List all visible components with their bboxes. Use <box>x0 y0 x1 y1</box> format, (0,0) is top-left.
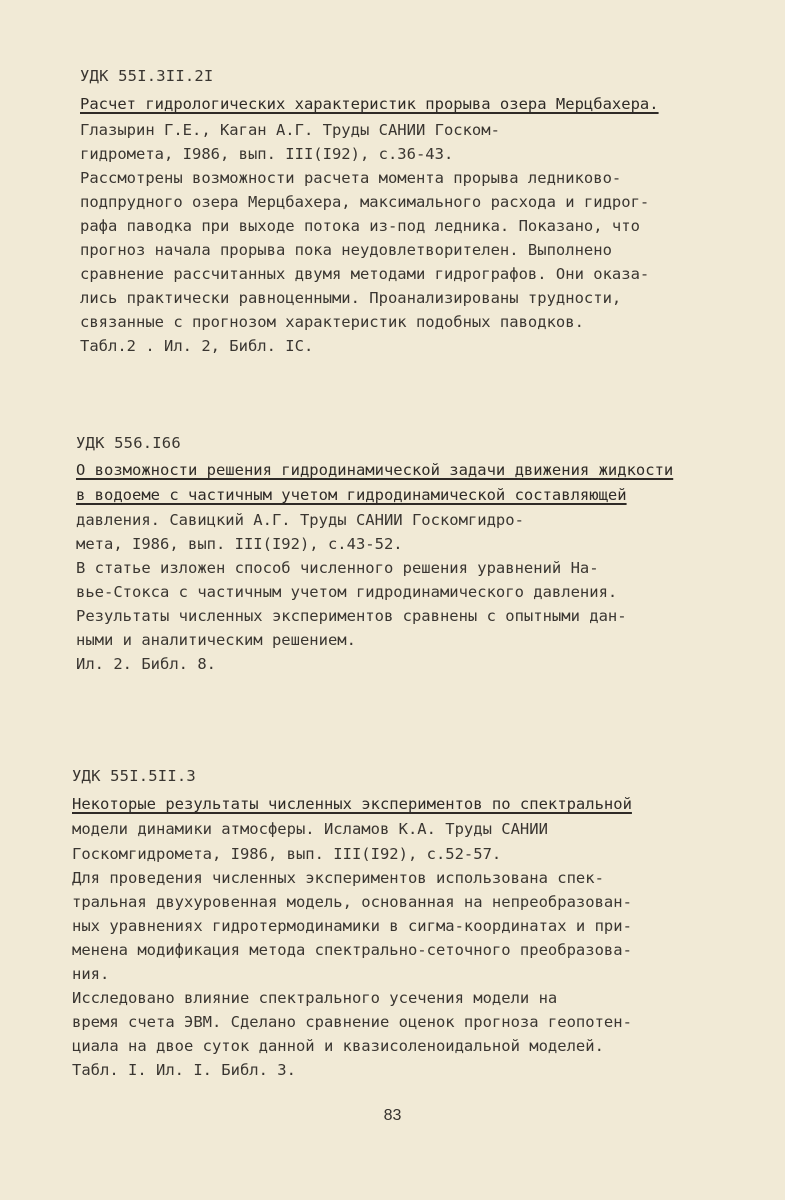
abstract-line: подпрудного озера Мерцбахера, максимального расхода и гидрог- <box>80 193 650 211</box>
figures-tables-line: Ил. 2. Библ. 8. <box>76 655 216 673</box>
udc-code: УДК 55I.5II.3 <box>72 767 196 785</box>
source-line: Госкомгидромета, I986, вып. III(I92), с.52-57. <box>72 845 502 863</box>
abstract-line: время счета ЭВМ. Сделано сравнение оценок прогноза геопотен- <box>72 1013 632 1031</box>
abstract-line: Рассмотрены возможности расчета момента прорыва ледниково- <box>80 169 622 187</box>
abstract-line: сравнение рассчитанных двумя методами гидрографов. Они оказа- <box>80 265 650 283</box>
abstract-line: связанные с прогнозом характеристик подобных паводков. <box>80 313 584 331</box>
abstract-line: лись практически равноценными. Проанализированы трудности, <box>80 289 622 307</box>
figures-tables-line: Табл.2 . Ил. 2, Библ. IС. <box>80 337 314 355</box>
abstract-line: ных уравнениях гидротермодинамики в сигма-координатах и при- <box>72 917 632 935</box>
abstract-line: прогноз начала прорыва пока неудовлетворителен. Выполнено <box>80 241 612 259</box>
source-line: гидромета, I986, вып. III(I92), с.36-43. <box>80 145 454 163</box>
article-title: Некоторые результаты численных экспериментов по спектральной <box>72 795 632 813</box>
udc-code: УДК 55I.3II.2I <box>80 67 214 85</box>
abstract-line: Результаты численных экспериментов сравнены с опытными дан- <box>76 607 627 625</box>
article-title: Расчет гидрологических характеристик прорыва озера Мерцбахера. <box>80 95 659 113</box>
abstract-line: рафа паводка при выходе потока из-под ледника. Показано, что <box>80 217 640 235</box>
article-title: О возможности решения гидродинамической задачи движения жидкости <box>76 461 674 479</box>
abstract-line: В статье изложен способ численного решения уравнений На- <box>76 559 599 577</box>
abstract-line: ния. <box>72 965 110 983</box>
authors-source-line: Глазырин Г.Е., Каган А.Г. Труды САНИИ Госком- <box>80 121 500 139</box>
abstract-line: ными и аналитическим решением. <box>76 631 356 649</box>
authors-source-line: давления. Савицкий А.Г. Труды САНИИ Госкомгидро- <box>76 511 524 529</box>
abstract-line: Исследовано влияние спектрального усечения модели на <box>72 989 558 1007</box>
abstract-line: Для проведения численных экспериментов использована спек- <box>72 869 604 887</box>
udc-code: УДК 556.I66 <box>76 434 181 452</box>
page-number: 83 <box>383 1107 402 1124</box>
abstract-line: вье-Стокса с частичным учетом гидродинамического давления. <box>76 583 618 601</box>
article-title: в водоеме с частичным учетом гидродинамической составляющей <box>76 486 627 504</box>
title-authors-line: модели динамики атмосферы. Исламов К.А. Труды САНИИ <box>72 820 548 838</box>
abstract-line: менена модификация метода спектрально-сеточного преобразова- <box>72 941 632 959</box>
source-line: мета, I986, вып. III(I92), с.43-52. <box>76 535 403 553</box>
figures-tables-line: Табл. I. Ил. I. Библ. 3. <box>72 1061 296 1079</box>
abstract-line: циала на двое суток данной и квазисоленоидальной моделей. <box>72 1037 604 1055</box>
abstract-line: тральная двухуровенная модель, основанная на непреобразован- <box>72 893 632 911</box>
